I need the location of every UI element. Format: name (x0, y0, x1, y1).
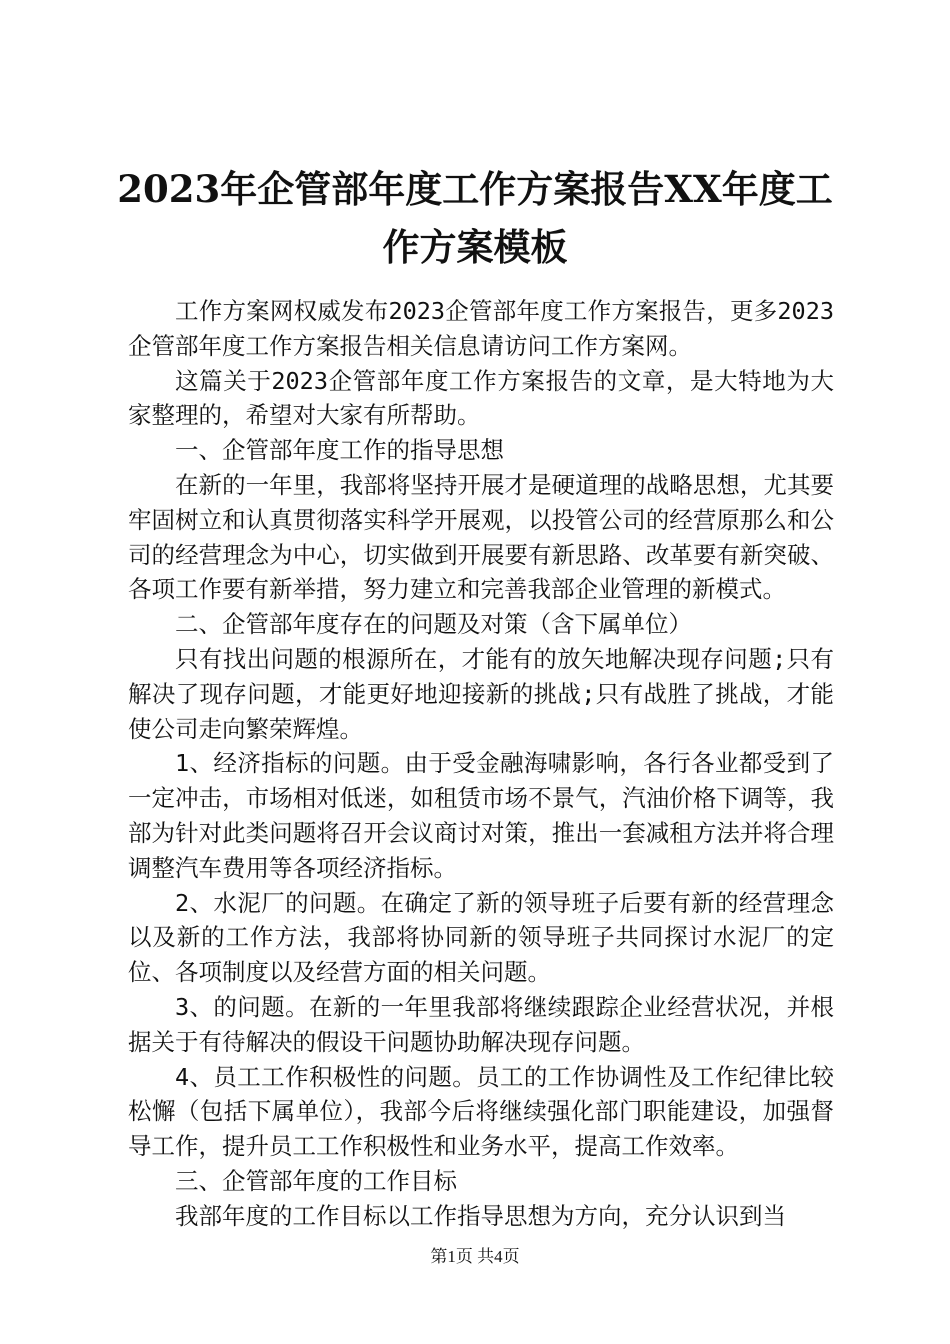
section-heading-1: 一、企管部年度工作的指导思想 (175, 436, 504, 465)
paragraph-item-1: 1、经济指标的问题。由于受金融海啸影响，各行各业都受到了一定冲击，市场相对低迷，如租赁市场不景气，汽油价格下调等，我部为针对此类问题将召开会议商讨对策，推出一套减租方法并将合理调整汽车费用等各项经济指标。 (128, 749, 834, 882)
document-body (128, 294, 834, 1234)
paragraph-problems-intro: 只有找出问题的根源所在，才能有的放矢地解决现存问题;只有解决了现存问题，才能更好地迎接新的挑战;只有战胜了挑战，才能使公司走向繁荣辉煌。 (128, 644, 834, 743)
section-heading-2: 二、企管部年度存在的问题及对策（含下属单位） (175, 610, 692, 639)
section-heading-3: 三、企管部年度的工作目标 (175, 1166, 457, 1195)
paragraph-item-2: 2、水泥厂的问题。在确定了新的领导班子后要有新的经营理念以及新的工作方法，我部将协同新的领导班子共同探讨水泥厂的定位、各项制度以及经营方面的相关问题。 (128, 888, 834, 987)
document-title: 2023年企管部年度工作方案报告XX年度工作方案模板 (117, 167, 833, 269)
paragraph-item-3: 3、的问题。在新的一年里我部将继续跟踪企业经营状况，并根据关于有待解决的假设干问题协助解决现存问题。 (128, 992, 834, 1056)
paragraph-guiding-thought: 在新的一年里，我部将坚持开展才是硬道理的战略思想，尤其要牢固树立和认真贯彻落实科学开展观，以投管公司的经营原那么和公司的经营理念为中心，切实做到开展要有新思路、改革要有新突破、各项工作要有新举措，努力建立和完善我部企业管理的新模式。 (128, 470, 834, 604)
paragraph-goals: 我部年度的工作目标以工作指导思想为方向，充分认识到当 (175, 1201, 786, 1230)
page-number-footer: 第1页 共4页 (430, 1247, 520, 1266)
paragraph-intro: 工作方案网权威发布2023企管部年度工作方案报告，更多2023企管部年度工作方案报告相关信息请访问工作方案网。 (128, 297, 834, 360)
paragraph-item-4: 4、员工工作积极性的问题。员工的工作协调性及工作纪律比较松懈（包括下属单位），我部今后将继续强化部门职能建设，加强督导工作，提升员工工作积极性和业务水平，提高工作效率。 (128, 1062, 834, 1161)
paragraph-intro-2: 这篇关于2023企管部年度工作方案报告的文章，是大特地为大家整理的，希望对大家有所帮助。 (128, 366, 834, 430)
